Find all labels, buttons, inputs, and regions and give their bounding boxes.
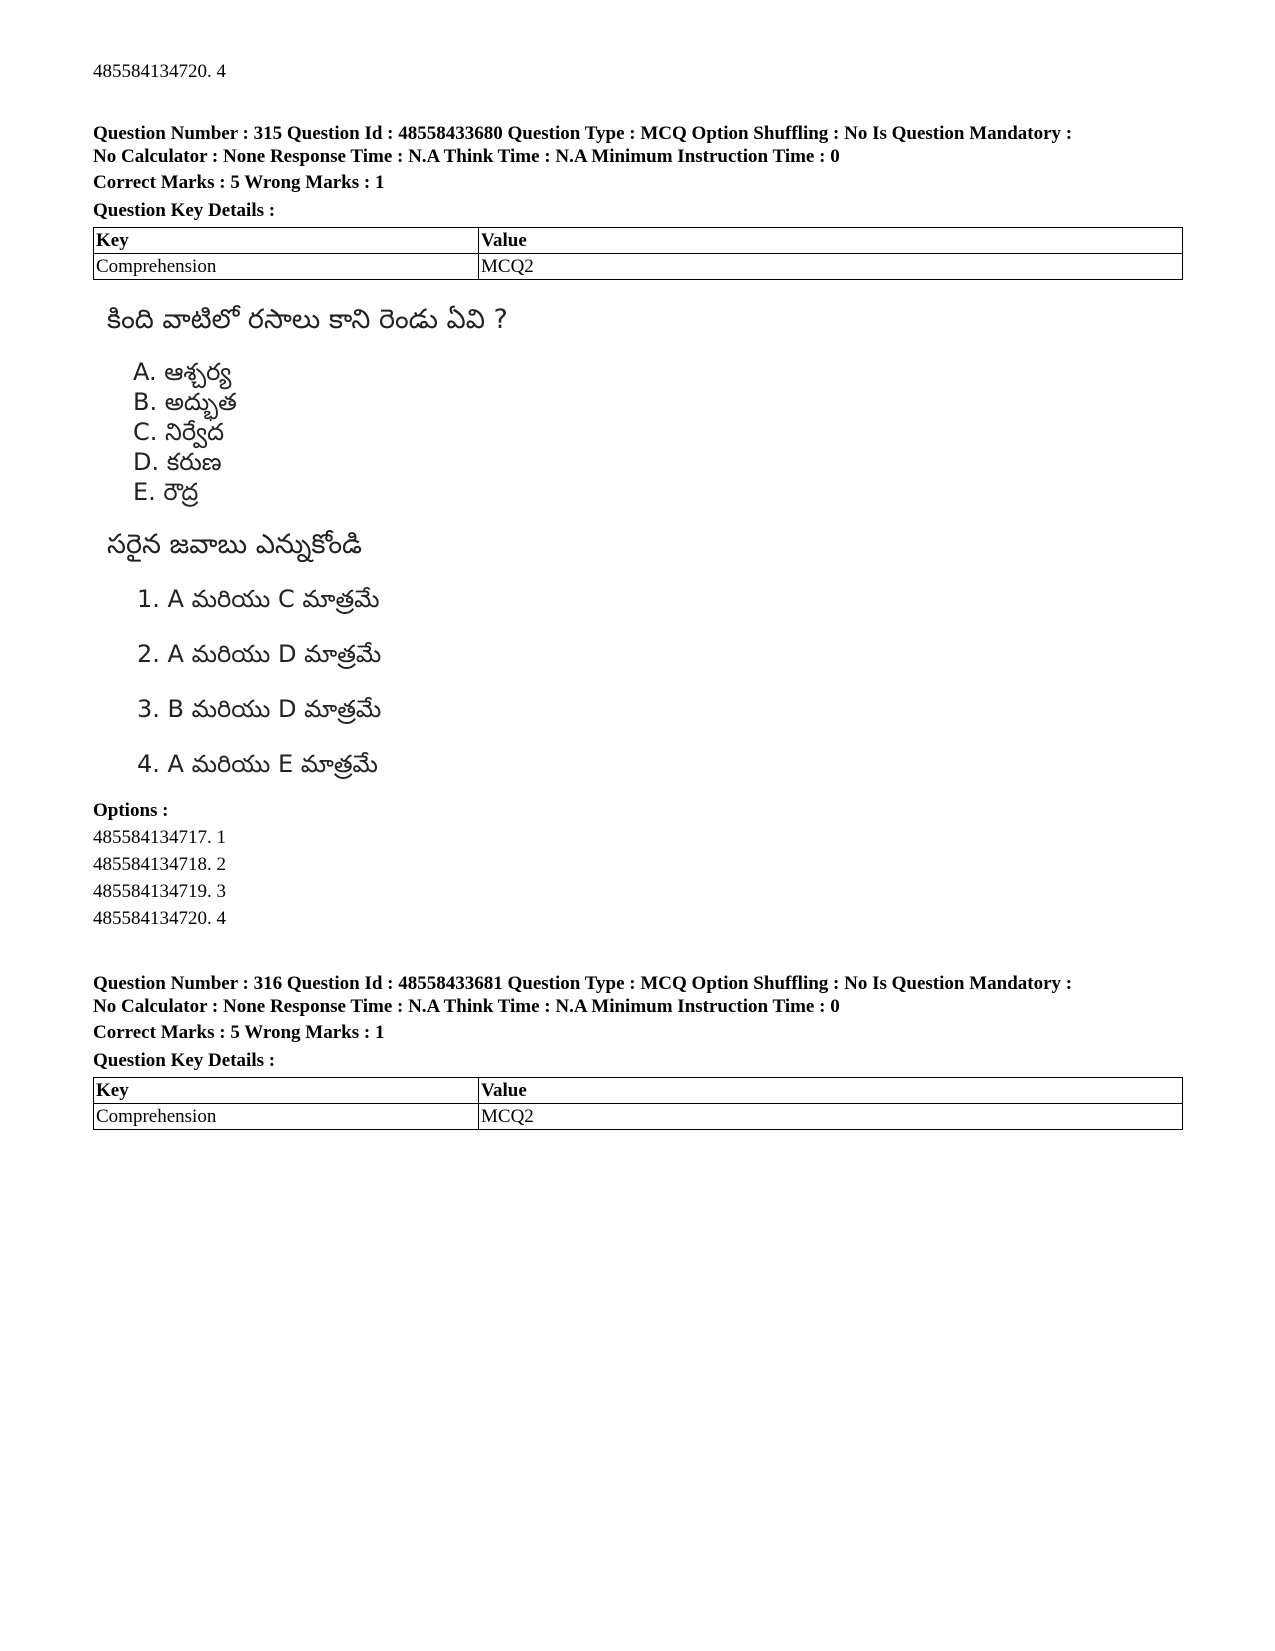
option-1: 485584134717. 1 xyxy=(93,827,226,848)
question-316-key-table xyxy=(93,1077,1183,1130)
question-315-key-details-label: Question Key Details : xyxy=(93,200,276,221)
choice-1: 1. A మరియు C మాత్రమే xyxy=(137,585,380,613)
question-315-instruction: సరైన జవాబు ఎన్నుకోండి xyxy=(107,529,363,560)
question-315-header-line1: Question Number : 315 Question Id : 48558433680 Question Type : MCQ Option Shuffling : No Is Question Mandatory : xyxy=(93,123,1073,144)
value-cell: MCQ2 xyxy=(479,254,1183,280)
table-header-row xyxy=(94,228,1183,254)
key-header-cell: Key xyxy=(94,228,479,254)
key-header-cell: Key xyxy=(94,1078,479,1104)
statement-d: D. కరుణ xyxy=(133,448,222,476)
value-header-cell: Value xyxy=(479,228,1183,254)
key-cell: Comprehension xyxy=(94,1104,479,1130)
key-cell: Comprehension xyxy=(94,254,479,280)
question-315-header xyxy=(93,122,1183,168)
table-row xyxy=(94,1104,1183,1130)
statement-a: A. ఆశ్చర్య xyxy=(133,358,232,386)
statement-e: E. రౌద్ర xyxy=(133,478,199,506)
question-316-marks: Correct Marks : 5 Wrong Marks : 1 xyxy=(93,1022,385,1043)
table-header-row xyxy=(94,1078,1183,1104)
question-316-header-line1: Question Number : 316 Question Id : 48558433681 Question Type : MCQ Option Shuffling : No Is Question Mandatory : xyxy=(93,973,1073,994)
question-315-options-label: Options : xyxy=(93,800,169,821)
option-2: 485584134718. 2 xyxy=(93,854,226,875)
option-4: 485584134720. 4 xyxy=(93,908,226,929)
value-header-cell: Value xyxy=(479,1078,1183,1104)
statement-c: C. నిర్వేద xyxy=(133,418,225,446)
question-315-text: కింది వాటిలో రసాలు కాని రెండు ఏవి ? xyxy=(107,304,508,335)
choice-4: 4. A మరియు E మాత్రమే xyxy=(137,750,378,778)
previous-option-line: 485584134720. 4 xyxy=(93,61,226,82)
question-315-header-line2: No Calculator : None Response Time : N.A Think Time : N.A Minimum Instruction Time : 0 xyxy=(93,146,840,167)
statement-b: B. అద్భుత xyxy=(133,388,237,416)
question-316-header xyxy=(93,972,1183,1018)
table-row xyxy=(94,254,1183,280)
question-315-marks: Correct Marks : 5 Wrong Marks : 1 xyxy=(93,172,385,193)
choice-3: 3. B మరియు D మాత్రమే xyxy=(137,695,382,723)
question-315-key-table xyxy=(93,227,1183,280)
value-cell: MCQ2 xyxy=(479,1104,1183,1130)
option-3: 485584134719. 3 xyxy=(93,881,226,902)
question-316-header-line2: No Calculator : None Response Time : N.A Think Time : N.A Minimum Instruction Time : 0 xyxy=(93,996,840,1017)
choice-2: 2. A మరియు D మాత్రమే xyxy=(137,640,382,668)
question-316-key-details-label: Question Key Details : xyxy=(93,1050,276,1071)
